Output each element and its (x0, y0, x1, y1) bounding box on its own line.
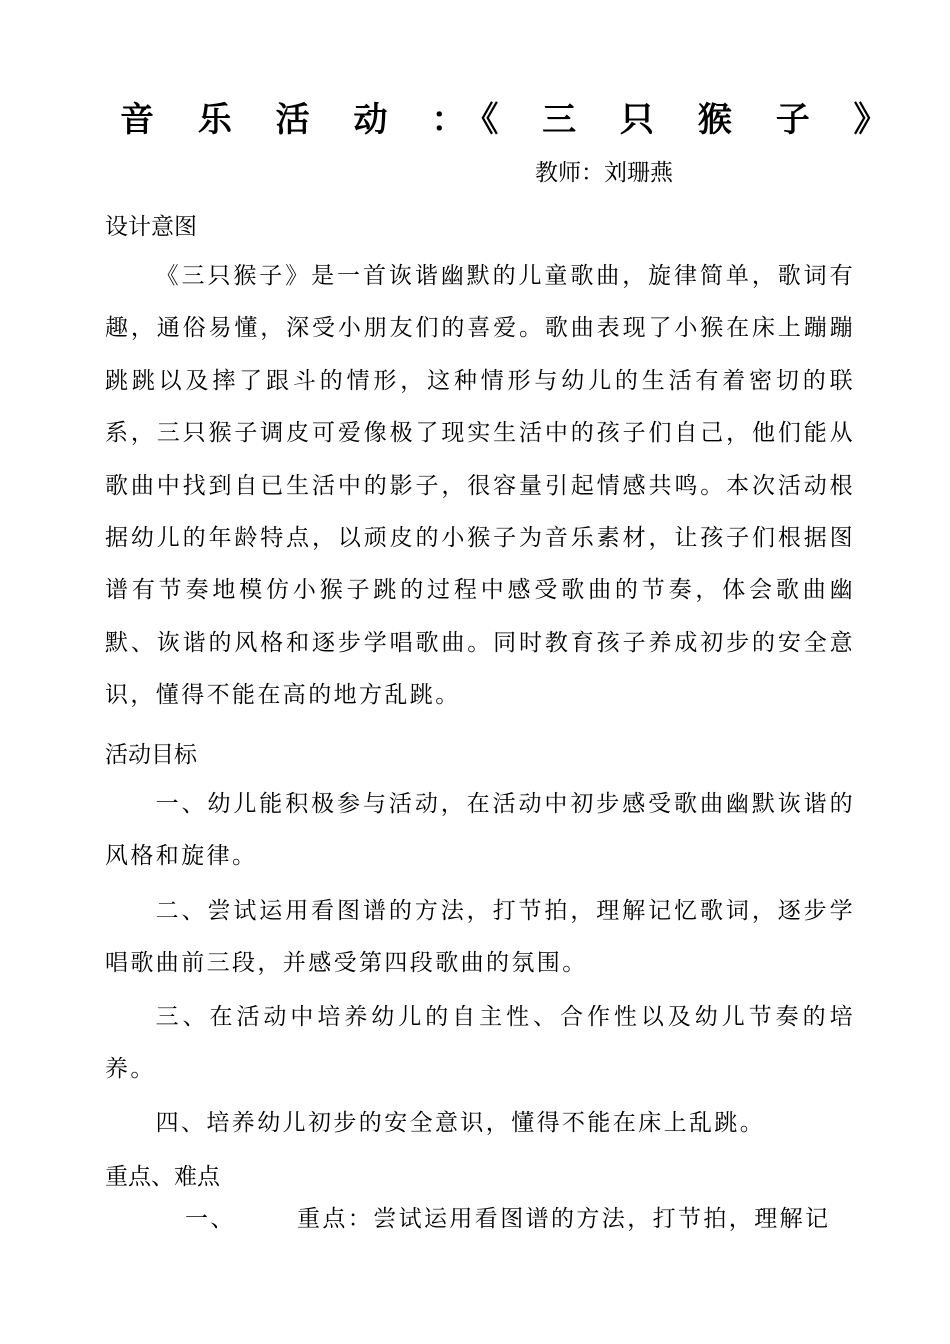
goal-item-2: 二、尝试运用看图谱的方法，打节拍，理解记忆歌词，逐步学唱歌曲前三段，并感受第四段歌曲的氛围。 (105, 898, 855, 977)
goal-item-1: 一、幼儿能积极参与活动，在活动中初步感受歌曲幽默诙谐的风格和旋律。 (105, 791, 855, 870)
key-point-text: 重点：尝试运用看图谱的方法，打节拍，理解记 (297, 1206, 831, 1232)
section-heading-goals: 活动目标 (105, 742, 197, 768)
section-heading-design: 设计意图 (105, 214, 197, 240)
goal-item-3: 三、在活动中培养幼儿的自主性、合作性以及幼儿节奏的培养。 (105, 1004, 855, 1083)
teacher-name: 教师：刘珊燕 (535, 160, 673, 186)
page-title: 音 乐 活 动 ：《 三 只 猴 子 》 (120, 100, 904, 140)
goal-item-4: 四、培养幼儿初步的安全意识，懂得不能在床上乱跳。 (155, 1110, 766, 1136)
design-paragraph: 《三只猴子》是一首诙谐幽默的儿童歌曲，旋律简单，歌词有趣，通俗易懂，深受小朋友们的喜爱。歌曲表现了小猴在床上蹦蹦跳跳以及摔了跟斗的情形，这种情形与幼儿的生活有着密切的联系，三只猴子调皮可爱像极了现实生活中的孩子们自己，他们能从歌曲中找到自已生活中的影子，很容量引起情感共鸣。本次活动根据幼儿的年龄特点，以顽皮的小猴子为音乐素材，让孩子们根据图谱有节奏地模仿小猴子跳的过程中感受歌曲的节奏，体会歌曲幽默、诙谐的风格和逐步学唱歌曲。同时教育孩子养成初步的安全意识，懂得不能在高的地方乱跳。 (105, 263, 855, 709)
section-heading-key-points: 重点、难点 (105, 1164, 220, 1190)
key-point-number: 一、 (185, 1206, 236, 1232)
